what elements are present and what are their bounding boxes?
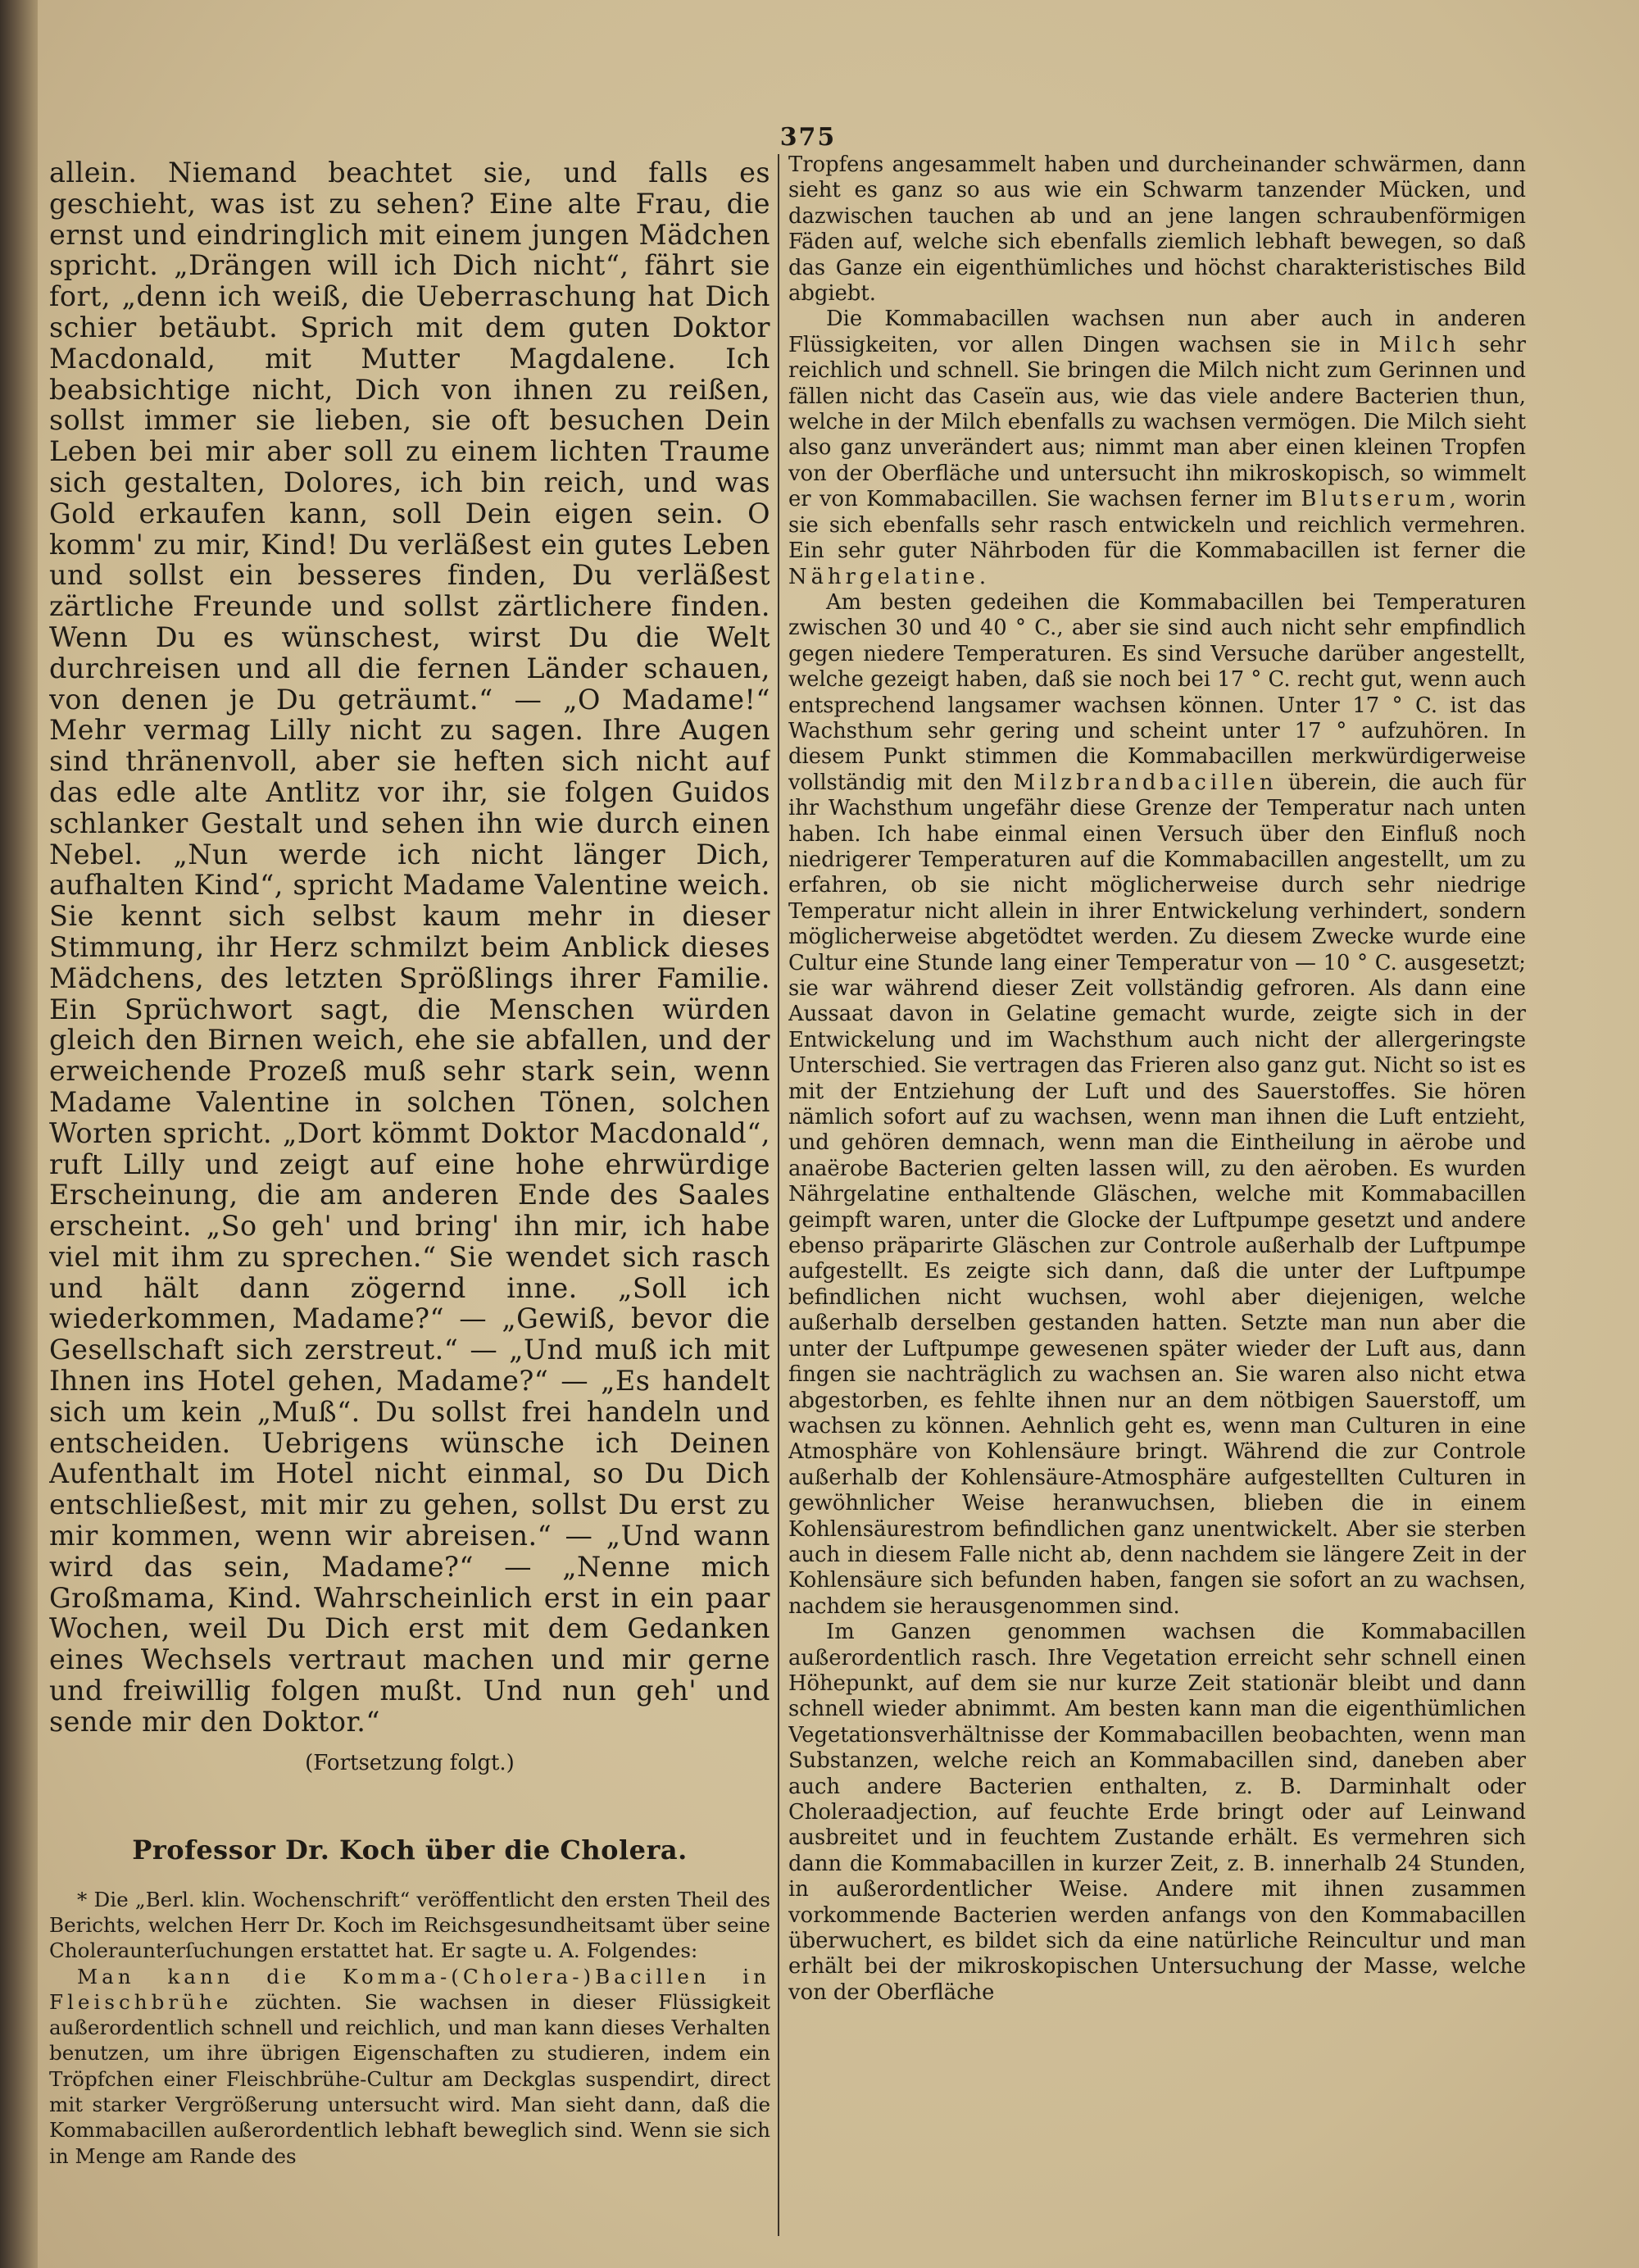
emphasis-naehrgelatine: Nährgelatine <box>788 564 979 589</box>
paragraph-3-text-a: Am besten gedeihen die Kommabacillen bei Temperaturen zwischen 30 und 40 ° C., aber sie sind auch nicht sehr empfindlich gegen niedere Temperaturen. Es sind Versuche darüber angestellt, welche gezeigt haben, daß sie noch bei 17 ° C. recht gut, wenn auch entsprechend langsamer wachsen können. Unter 17 ° C. ist das Wachsthum sehr gering und scheint unter 17 ° aufzuhören. In diesem Punkt stimmen die Kommabacillen merkwürdigerweise vollständig mit den <box>788 589 1526 795</box>
article-paragraph-growth: Im Ganzen genommen wachsen die Kommabacillen außerordentlich rasch. Ihre Vegetation erreicht sehr schnell einen Höhepunkt, auf dem sie nur kurze Zeit stationär bleibt und dann schnell wieder abnimmt. Am besten kann man die eigenthümlichen Vegetationsverhältnisse der Kommabacillen beobachten, wenn man Substanzen, welche reich an Kommabacillen sind, daneben aber auch andere Bacterien enthalten, z. B. Darminhalt oder Choleraadjection, auf feuchte Erde bringt oder auf Leinwand ausbreitet und in feuchtem Zustande erhält. Es vermehren sich dann die Kommabacillen in kurzer Zeit, z. B. innerhalb 24 Stunden, in außerordentlicher Weise. Andere mit ihnen zusammen vorkommende Bacterien werden anfangs von den Kommabacillen überwuchert, es bildet sich da eine natürliche Reincultur und man erhält bei der mikroskopischen Untersuchung der Masse, welche von der Oberfläche <box>788 1620 1526 2005</box>
article-intro: * Die „Berl. klin. Wochenschrift“ veröffentlicht den ersten Theil des Berichts, welchen Herr Dr. Koch im Reichsgesundheitsamt über seine Choleraunterſuchungen erstattet hat. Er sagte u. A. Folgendes: <box>49 1887 770 1963</box>
paragraph-3-text-b: überein, die auch für ihr Wachsthum ungefähr diese Grenze der Temperatur nach unten haben. Ich habe einmal einen Versuch über den Einfluß noch niedrigerer Temperaturen auf die Kommabacillen angestellt, um zu erfahren, ob sie nicht möglicherweise durch sehr niedrige Temperatur nicht allein in ihrer Entwickelung verhindert, sondern möglicherweise abgetödtet werden. Zu diesem Zwecke wurde eine Cultur eine Stunde lang einer Temperatur von — 10 ° C. ausgesetzt; sie war während dieser Zeit vollständig gefroren. Als dann eine Aussaat davon in Gelatine gemacht wurde, zeigte sich in der Entwickelung und im Wachsthum auch nicht der allergeringste Unterschied. Sie vertragen das Frieren also ganz gut. Nicht so ist es mit der Entziehung der Luft und des Sauerstoffes. Sie hören nämlich sofort auf zu wachsen, wenn man ihnen die Luft entzieht, und gehören demnach, wenn man die Eintheilung in aërobe und anaërobe Bacterien gelten lassen will, zu den aëroben. Es wurden Nährgelatine enthaltende Gläschen, welche mit Kommabacillen geimpft waren, unter die Glocke der Luftpumpe gesetzt und andere ebenso präparirte Gläschen zur Controle außerhalb der Luftpumpe aufgestellt. Es zeigte sich dann, daß die unter der Luftpumpe befindlichen nicht wuchsen, wohl aber diejenigen, welche außerhalb derselben gestanden hatten. Setzte man nun aber die unter der Luftpumpe gewesenen später wieder der Luft aus, dann fingen sie nachträglich zu wachsen an. Sie waren also nicht etwa abgestorben, es fehlte ihnen nur an dem nötbigen Sauerstoff, um wachsen zu können. Aehnlich geht es, wenn man Culturen in eine Atmosphäre von Kohlensäure bringt. Während die zur Controle außerhalb der Kohlensäure-Atmosphäre aufgestellten Culturen in gewöhnlicher Weise heranwuchsen, blieben die in einem Kohlensäurestrom befindlichen ganz unentwickelt. Aber sie sterben auch in diesem Falle nicht ab, denn nachdem sie längere Zeit in der Kohlensäure sich befunden haben, fangen sie sofort an zu wachsen, nachdem sie herausgenommen sind. <box>788 770 1526 1619</box>
left-column <box>49 157 770 2231</box>
right-column <box>788 152 1526 2226</box>
paragraph-2-text-c: , worin sie sich ebenfalls sehr rasch entwickeln und reichlich vermehren. Ein sehr guter Nährboden für die Kommabacillen ist ferner die <box>788 487 1526 564</box>
article-paragraph-1 <box>49 1964 770 2169</box>
serial-novel <box>49 157 770 1777</box>
article-continuation: Tropfens angesammelt haben und durcheinander schwärmen, dann sieht es ganz so aus wie ein Schwarm tanzender Mücken, und dazwischen tauchen ab und an jene langen schraubenförmigen Fäden auf, welche sich ebenfalls ziemlich lebhaft bewegen, so daß das Ganze ein eigenthümliches und höchst charakteristisches Bild abgiebt. <box>788 152 1526 307</box>
page-number: 375 <box>779 123 837 152</box>
paragraph-2-text-d: . <box>978 564 987 589</box>
newspaper-page <box>38 0 1639 2268</box>
paragraph-2-text-a: Die Kommabacillen wachsen nun aber auch in anderen Flüssigkeiten, vor allen Dingen wachsen sie in <box>788 307 1526 357</box>
paragraph-2-text-b: sehr reichlich und schnell. Sie bringen die Milch nicht zum Gerinnen und fällen nicht das Caseïn aus, wie das viele andere Bacterien thun, welche in der Milch ebenfalls zu wachsen vermögen. Die Milch sieht also ganz unverändert aus; nimmt man aber einen kleinen Tropfen von der Oberfläche und untersucht ihn mikroskopisch, so wimmelt er von Kommabacillen. Sie wachsen ferner im <box>788 332 1526 512</box>
emphasis-blutserum: Blutserum <box>1301 487 1450 512</box>
emphasis-milch: Milch <box>1378 332 1460 357</box>
novel-text: allein. Niemand beachtet sie, und falls es geschieht, was ist zu sehen? Eine alte Frau, die ernst und eindringlich mit einem jungen Mädchen spricht. „Drängen will ich Dich nicht“, fährt sie fort, „denn ich weiß, die Ueberraschung hat Dich schier betäubt. Sprich mit dem guten Doktor Macdonald, mit Mutter Magdalene. Ich beabsichtige nicht, Dich von ihnen zu reißen, sollst immer sie lieben, sie oft besuchen Dein Leben bei mir aber soll zu einem lichten Traume sich gestalten, Dolores, ich bin reich, und was Gold erkaufen kann, soll Dein eigen sein. O komm' zu mir, Kind! Du verläßest ein gutes Leben und sollst ein besseres finden, Du verläßest zärtliche Freunde und sollst zärtlichere finden. Wenn Du es wünschest, wirst Du die Welt durchreisen und all die fernen Länder schauen, von denen je Du geträumt.“ — „O Madame!“ Mehr vermag Lilly nicht zu sagen. Ihre Augen sind thränenvoll, aber sie heften sich nicht auf das edle alte Antlitz vor ihr, sie folgen Guidos schlanker Gestalt und sehen ihn wie durch einen Nebel. „Nun werde ich nicht länger Dich, aufhalten Kind“, spricht Madame Valentine weich. Sie kennt sich selbst kaum mehr in dieser Stimmung, ihr Herz schmilzt beim Anblick dieses Mädchens, des letzten Sprößlings ihrer Familie. Ein Sprüchwort sagt, die Menschen würden gleich den Birnen weich, ehe sie abfallen, und der erweichende Prozeß muß sehr stark sein, wenn Madame Valentine in solchen Tönen, solchen Worten spricht. „Dort kömmt Doktor Macdonald“, ruft Lilly und zeigt auf eine hohe ehrwürdige Erscheinung, die am anderen Ende des Saales erscheint. „So geh' und bring' ihn mir, ich habe viel mit ihm zu sprechen.“ Sie wendet sich rasch und hält dann zögernd inne. „Soll ich wiederkommen, Madame?“ — „Gewiß, bevor die Gesellschaft sich zerstreut.“ — „Und muß ich mit Ihnen ins Hotel gehen, Madame?“ — „Es handelt sich um kein „Muß“. Du sollst frei handeln und entscheiden. Uebrigens wünsche ich Deinen Aufenthalt im Hotel nicht einmal, so Du Dich entschließest, mit mir zu gehen, sollst Du erst zu mir kommen, wenn wir abreisen.“ — „Und wann wird das sein, Madame?“ — „Nenne mich Großmama, Kind. Wahrscheinlich erst in ein paar Wochen, weil Du Dich erst mit dem Gedanken eines Wechsels vertraut machen und mir gerne und freiwillig folgen mußt. Und nun geh' und sende mir den Doktor.“ <box>49 157 770 1738</box>
article-intro-block <box>49 1887 770 2169</box>
continuation-note: (Fortsetzung folgt.) <box>305 1750 515 1775</box>
book-binding-shadow <box>0 0 38 2268</box>
emphasis-milzbrandbacillen: Milzbrandbacillen <box>1013 770 1278 795</box>
emphasis-komma-bacillen: Man kann die Komma-(Cholera-)Bacillen in Fleischbrühe <box>49 1964 770 2014</box>
column-divider <box>778 154 779 2236</box>
paragraph-1-text: züchten. Sie wachsen in dieser Flüssigkeit außerordentlich schnell und reichlich, und man kann dieses Verhalten benutzen, um ihre übrigen Eigenschaften zu studieren, indem ein Tröpfchen einer Fleischbrühe-Cultur am Deckglas suspendirt, direct mit starker Vergrößerung untersucht wird. Man sieht dann, daß die Kommabacillen außerordentlich lebhaft beweglich sind. Wenn sie sich in Menge am Rande des <box>49 1989 770 2168</box>
article-paragraph-milch <box>788 307 1526 589</box>
article-title: Professor Dr. Koch über die Cholera. <box>132 1834 688 1866</box>
article-paragraph-temperature <box>788 590 1526 1620</box>
